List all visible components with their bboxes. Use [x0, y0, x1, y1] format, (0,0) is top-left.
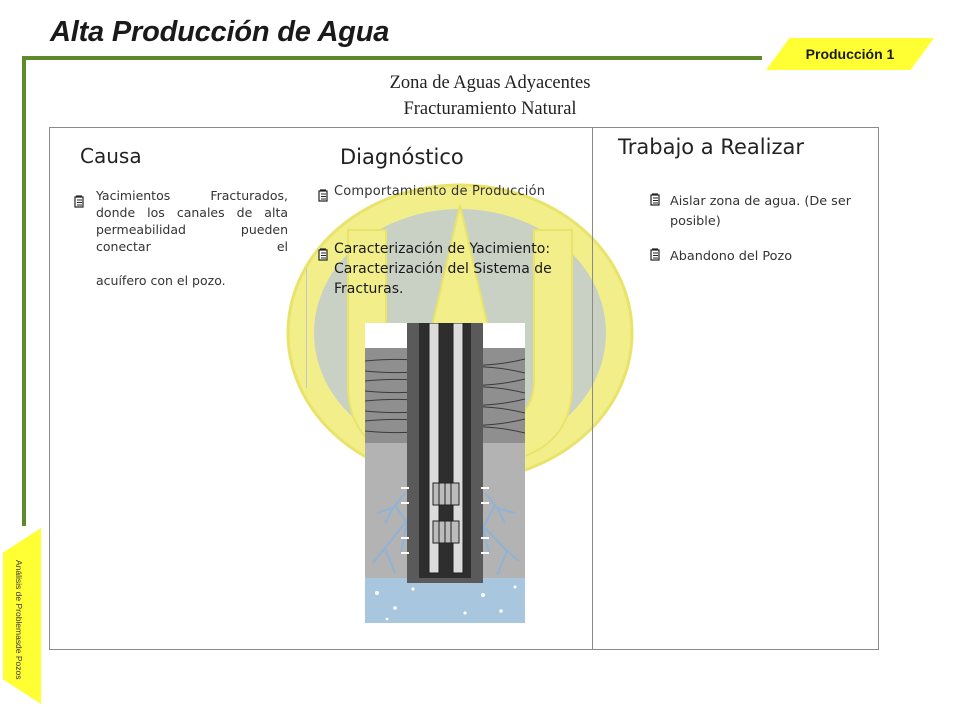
- trabajo-item-2: Abandono del Pozo: [670, 249, 793, 264]
- heading-diagnostico: Diagnóstico: [340, 145, 464, 169]
- trabajo-item-1: Aislar zona de agua. (De ser posible): [670, 194, 851, 229]
- causa-text-end: acuífero con el pozo.: [96, 273, 226, 288]
- notepad-bullet-icon: [318, 248, 328, 261]
- side-tab-label: [3, 560, 41, 680]
- diagnostico-item-1: Comportamiento de Producción: [334, 184, 546, 199]
- wellbore-diagram-icon: [365, 323, 525, 623]
- side-tab-label-line: de Pozos: [14, 644, 24, 680]
- diagnostico-item-2: Caracterización de Yacimiento: Caracterización del Sistema de Fracturas.: [334, 241, 552, 297]
- heading-trabajo: Trabajo a Realizar: [618, 135, 804, 159]
- notepad-bullet-icon: [650, 193, 660, 206]
- notepad-bullet-icon: [318, 189, 328, 202]
- column-divider: [592, 127, 593, 650]
- frame-top-rule: [22, 56, 762, 60]
- subtitle-line-2: Fracturamiento Natural: [403, 99, 577, 119]
- section-tag-label: Producción 1: [805, 46, 895, 62]
- frame-left-rule: [22, 56, 26, 526]
- side-tab-label-line: Análisis de Problemas: [14, 560, 24, 645]
- heading-causa: Causa: [80, 144, 142, 168]
- notepad-bullet-icon: [650, 248, 660, 261]
- page-title: Alta Producción de Agua: [50, 16, 390, 48]
- subtitle-line-1: Zona de Aguas Adyacentes: [389, 73, 591, 93]
- column-divider: [306, 268, 307, 388]
- causa-text: Yacimientos Fracturados, donde los canales de alta permeabilidad pueden conectar el: [96, 188, 288, 254]
- notepad-bullet-icon: [74, 195, 84, 208]
